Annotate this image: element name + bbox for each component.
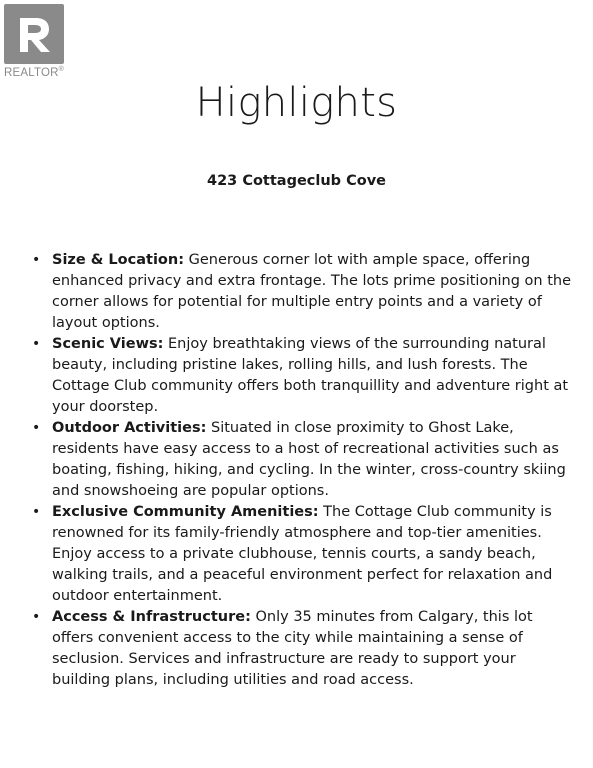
bullet-icon: • [32,252,41,268]
item-heading: Size & Location: [52,252,184,268]
realtor-wordmark: REALTOR® [4,66,65,79]
item-text: The Cottage Club community is renowned for its family-friendly atmosphere and top-tier amenities. Enjoy access to a private clubhouse, tennis courts, a sandy beach, walking trails, and a peaceful environment perfect for relaxation and outdoor entertainment. [52,504,553,604]
item-heading: Scenic Views: [52,336,164,352]
item-heading: Exclusive Community Amenities: [52,504,319,520]
item-heading: Outdoor Activities: [52,420,207,436]
list-item [30,607,575,691]
item-text: Enjoy breathtaking views of the surrounding natural beauty, including pristine lakes, rolling hills, and lush forests. The Cottage Club community offers both tranquillity and adventure right at your doorstep. [52,336,569,415]
item-text: Generous corner lot with ample space, offering enhanced privacy and extra frontage. The lots prime positioning on the corner allows for potential for multiple entry points and a variety of layout options. [52,252,572,331]
list-item [30,334,575,418]
item-text: Situated in close proximity to Ghost Lake, residents have easy access to a host of recreational activities such as boating, fishing, hiking, and cycling. In the winter, cross-country skiing and snowshoeing are popular options. [52,420,566,499]
property-address: 423 Cottageclub Cove [207,173,386,189]
item-heading: Access & Infrastructure: [52,609,251,625]
list-item [30,250,575,334]
item-text: Only 35 minutes from Calgary, this lot offers convenient access to the city while maintaining a sense of seclusion. Services and infrastructure are ready to support your building plans, including utilities and road access. [52,609,533,688]
bullet-icon: • [32,420,41,436]
realtor-r-logo-icon [4,4,64,64]
list-item [30,418,575,502]
list-item [30,502,575,607]
highlights-list [30,250,575,691]
bullet-icon: • [32,504,41,520]
page-title: Highlights [195,80,398,126]
bullet-icon: • [32,336,41,352]
realtor-logo [4,4,72,79]
bullet-icon: • [32,609,41,625]
